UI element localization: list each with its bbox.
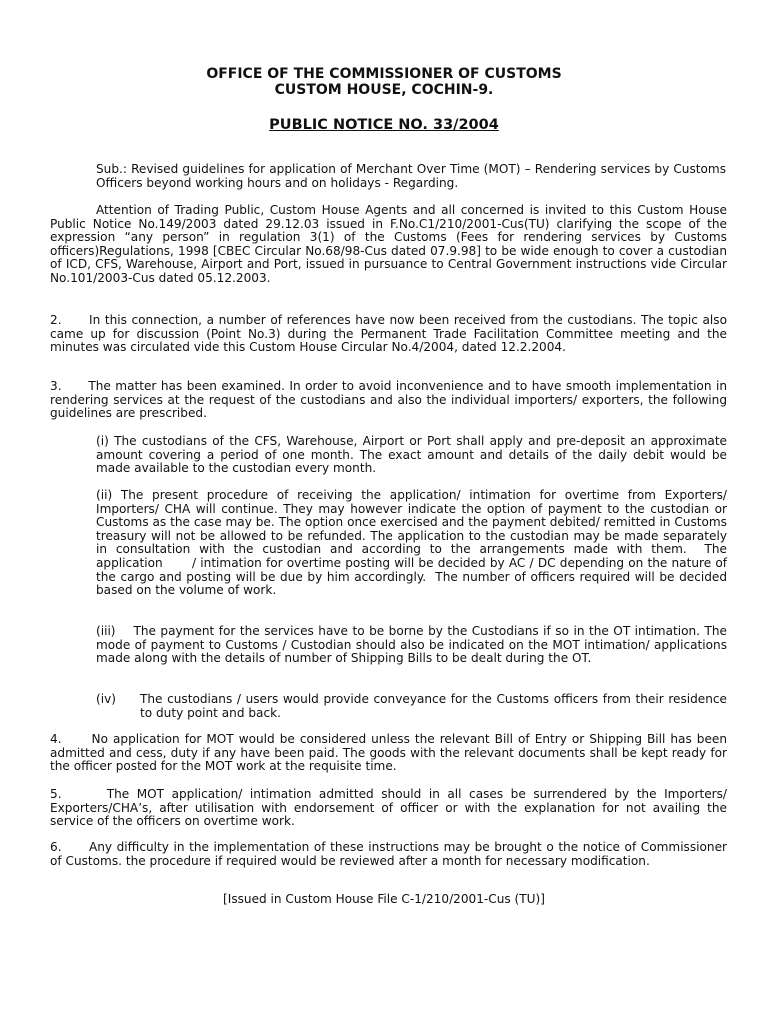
paragraph-6: 6. Any difficulty in the implementation of these instructions may be brought o the notice of Commissioner of Customs. the procedure if required would be reviewed after a month for necessary modification. xyxy=(50,840,731,868)
guideline-4-text: The custodians / users would provide conveyance for the Customs officers from their residence to duty point and back. xyxy=(140,692,727,720)
subject-line: Sub.: Revised guidelines for application of Merchant Over Time (MOT) – Rendering services by Customs Officers beyond working hours and on holidays - Regarding. xyxy=(96,162,726,190)
notice-title xyxy=(0,117,768,133)
paragraph-3: 3. The matter has been examined. In order to avoid inconvenience and to have smooth implementation in rendering services at the request of the custodians and also the individual importers/ exporters, the following guidelines are prescribed. xyxy=(50,379,731,421)
intro-paragraph: Attention of Trading Public, Custom House Agents and all concerned is invited to this Custom House Public Notice No.149/2003 dated 29.12.03 issued in F.No.C1/210/2001-Cus(TU) clarifying the scope of the expression “any person” in regulation 3(1) of the Customs (Fees for rendering services by Customs officers)Regulations, 1998 [CBEC Circular No.68/98-Cus dated 07.9.98] to be wide enough to cover a custodian of ICD, CFS, Warehouse, Airport and Port, issued in pursuance to Central Government instructions vide Circular No.101/2003-Cus dated 05.12.2003. xyxy=(50,203,727,285)
guideline-1: (i) The custodians of the CFS, Warehouse, Airport or Port shall apply and pre-deposit an approximate amount covering a period of one month. The exact amount and details of the daily debit would be made available to the custodian every month. xyxy=(96,434,727,476)
paragraph-4: 4. No application for MOT would be considered unless the relevant Bill of Entry or Shipping Bill has been admitted and cess, duty if any have been paid. The goods with the relevant documents shall be kept ready for the officer posted for the MOT work at the requisite time. xyxy=(50,732,731,774)
guideline-4 xyxy=(96,693,727,720)
office-heading: OFFICE OF THE COMMISSIONER OF CUSTOMS xyxy=(206,66,562,82)
notice-number: PUBLIC NOTICE NO. 33/2004 xyxy=(269,117,499,133)
custom-house-heading: CUSTOM HOUSE, COCHIN-9. xyxy=(274,82,494,98)
guideline-2: (ii) The present procedure of receiving the application/ intimation for overtime from Exporters/ Importers/ CHA will continue. They may however indicate the option of payment to the custodian or Customs as the case may be. The option once exercised and the payment debited/ remitted in Customs treasury will not be allowed to be refunded. The application to the custodian may be made separately in consultation with the custodian and according to the arrangements made with them. The application / intimation for overtime posting will be decided by AC / DC depending on the nature of the cargo and posting will be due by him accordingly. The number of officers required will be decided based on the volume of work. xyxy=(96,488,758,598)
guideline-3: (iii) The payment for the services have to be borne by the Custodians if so in the OT intimation. The mode of payment to Customs / Custodian should also be indicated on the MOT intimation/ applications made along with the details of number of Shipping Bills to be dealt during the OT. xyxy=(96,624,731,666)
paragraph-5: 5. The MOT application/ intimation admitted should in all cases be surrendered by the Importers/ Exporters/CHA’s, after utilisation with endorsement of officer or with the explanation for not availing the service of the officers on overtime work. xyxy=(50,787,731,829)
guideline-4-marker: (iv) xyxy=(96,692,116,706)
paragraph-2: 2. In this connection, a number of references have now been received from the custodians. The topic also came up for discussion (Point No.3) during the Permanent Trade Facilitation Committee meeting and the minutes was circulated vide this Custom House Circular No.4/2004, dated 12.2.2004. xyxy=(50,313,731,355)
file-reference: [Issued in Custom House File C-1/210/2001-Cus (TU)] xyxy=(223,892,545,906)
